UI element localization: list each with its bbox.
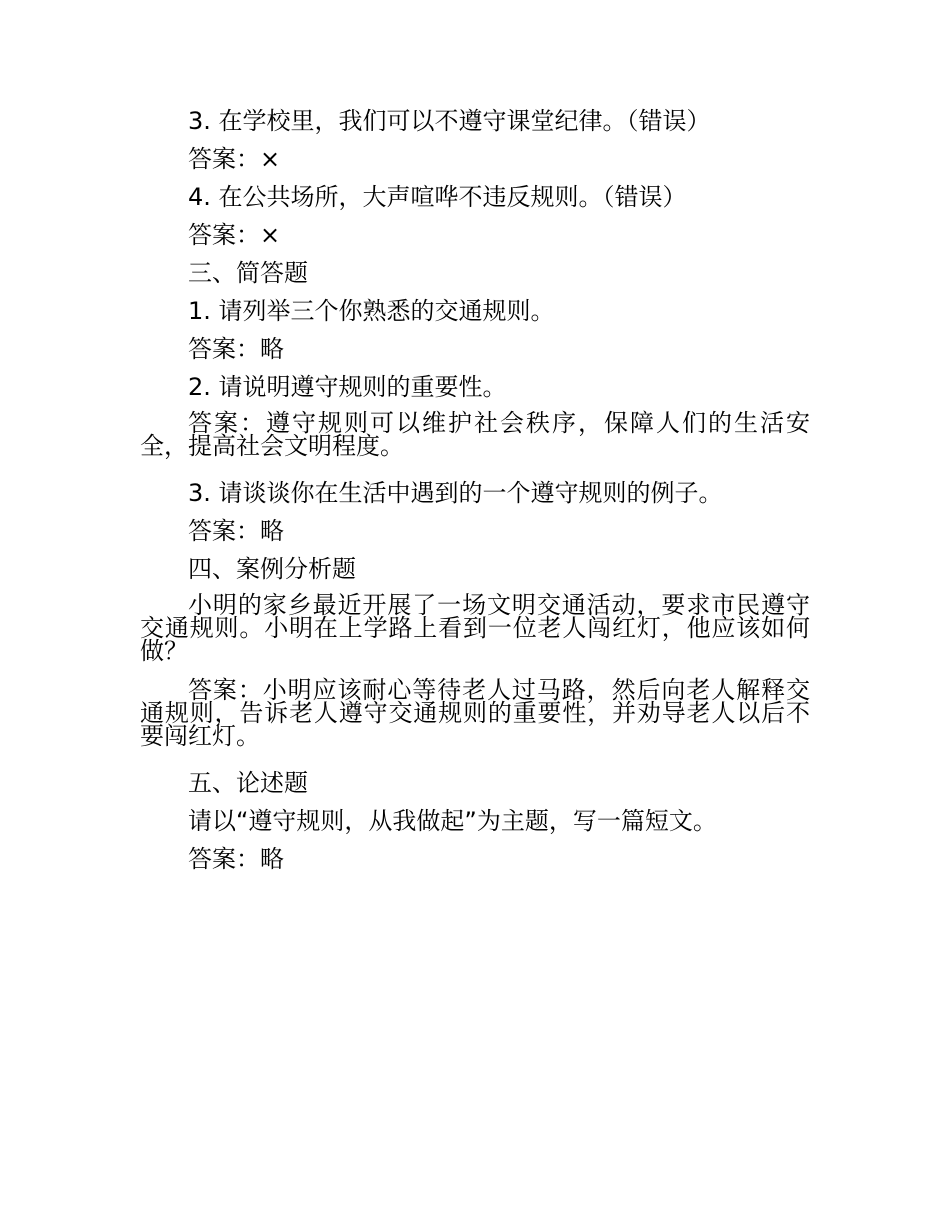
case-question: 小明的家乡最近开展了一场文明交通活动，要求市民遵守交通规则。小明在上学路上看到一位老人闯红灯，他应该如何做？ bbox=[140, 591, 810, 665]
short-answer-question-2: 2. 请说明遵守规则的重要性。 bbox=[188, 373, 507, 401]
short-answer-question-3: 3. 请谈谈你在生活中遇到的一个遵守规则的例子。 bbox=[188, 479, 723, 507]
true-false-answer-4: 答案：× bbox=[188, 221, 281, 249]
case-answer: 答案：小明应该耐心等待老人过马路，然后向老人解释交通规则，告诉老人遵守交通规则的重要性，并劝导老人以后不要闯红灯。 bbox=[140, 676, 810, 750]
true-false-question-3: 3. 在学校里，我们可以不遵守课堂纪律。（错误） bbox=[188, 107, 711, 135]
section-heading-short-answer: 三、简答题 bbox=[188, 259, 308, 287]
short-answer-answer-3: 答案：略 bbox=[188, 517, 284, 545]
document-body bbox=[140, 102, 810, 878]
section-heading-essay: 五、论述题 bbox=[188, 769, 308, 797]
essay-question: 请以“遵守规则，从我做起”为主题，写一篇短文。 bbox=[188, 807, 717, 835]
short-answer-answer-1: 答案：略 bbox=[188, 335, 284, 363]
essay-answer: 答案：略 bbox=[188, 845, 284, 873]
true-false-answer-3: 答案：× bbox=[188, 145, 281, 173]
true-false-question-4: 4. 在公共场所，大声喧哗不违反规则。（错误） bbox=[188, 183, 687, 211]
section-heading-case-analysis: 四、案例分析题 bbox=[188, 555, 356, 583]
short-answer-answer-2: 答案：遵守规则可以维护社会秩序，保障人们的生活安全，提高社会文明程度。 bbox=[140, 409, 810, 460]
short-answer-question-1: 1. 请列举三个你熟悉的交通规则。 bbox=[188, 297, 555, 325]
